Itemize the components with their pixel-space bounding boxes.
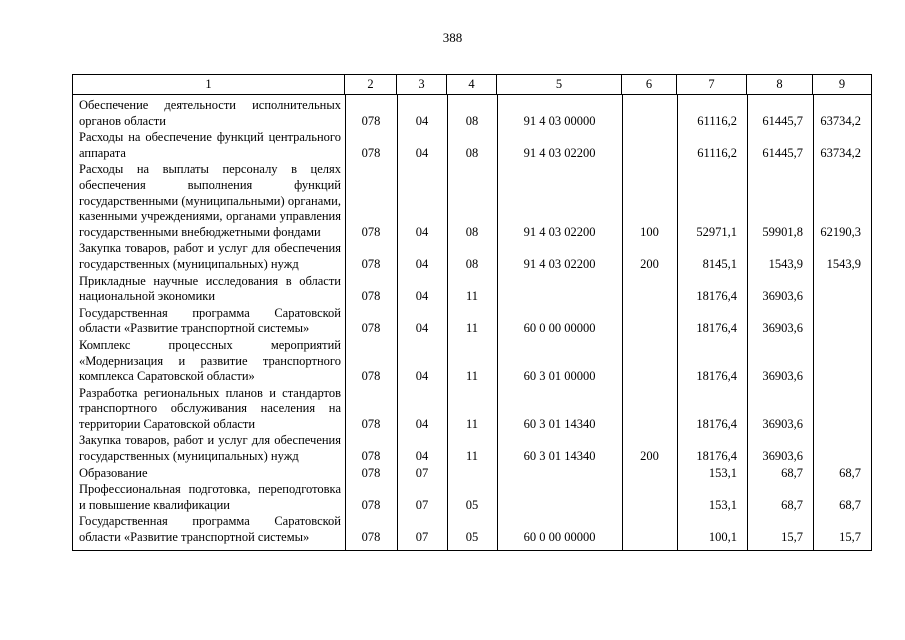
row-subsection: 05 <box>465 497 479 512</box>
budget-table <box>72 74 872 551</box>
table-row <box>73 305 871 337</box>
row-expense-type: 200 <box>640 256 659 271</box>
row-section: 04 <box>415 145 429 160</box>
row-expense-type: 200 <box>640 449 659 464</box>
column-header-2: 2 <box>345 75 397 94</box>
row-expense-type <box>622 431 677 432</box>
row-amount-year1: 18176,4 <box>696 321 737 336</box>
row-amount-year1: 153,1 <box>708 497 737 512</box>
row-amount-year3: 1543,9 <box>826 256 861 271</box>
row-section: 04 <box>415 449 429 464</box>
row-label: Разработка региональных планов и стандартов транспортного обслуживания населения на территории Саратовской области <box>79 385 341 431</box>
row-label: Государственная программа Саратовской области «Развитие транспортной системы» <box>79 514 341 545</box>
row-amount-year2: 61445,7 <box>762 145 803 160</box>
row-chapter: 078 <box>361 224 381 239</box>
row-amount-year3: 68,7 <box>839 497 861 512</box>
row-subsection: 11 <box>465 321 479 336</box>
row-section: 04 <box>415 369 429 384</box>
row-amount-year1: 61116,2 <box>697 113 737 128</box>
row-amount-year1: 18176,4 <box>696 369 737 384</box>
row-expense-type <box>622 480 677 481</box>
row-label: Прикладные научные исследования в области национальной экономики <box>79 273 341 304</box>
row-amount-year3: 68,7 <box>839 465 861 480</box>
row-chapter: 078 <box>361 497 381 512</box>
row-subsection: 11 <box>465 289 479 304</box>
row-amount-year2: 36903,6 <box>762 369 803 384</box>
row-amount-year2: 59901,8 <box>762 224 803 239</box>
row-section: 04 <box>415 224 429 239</box>
row-program-code <box>497 512 622 513</box>
row-program-code: 91 4 03 00000 <box>523 113 596 128</box>
row-amount-year2: 61445,7 <box>762 113 803 128</box>
row-amount-year2: 36903,6 <box>762 449 803 464</box>
row-chapter: 078 <box>361 416 381 431</box>
row-label: Обеспечение деятельности исполнительных органов области <box>79 98 341 128</box>
table-header-row <box>72 74 872 95</box>
row-subsection: 08 <box>465 224 479 239</box>
table-row <box>73 465 871 482</box>
table-row <box>73 97 871 129</box>
row-subsection <box>447 480 497 481</box>
column-header-6: 6 <box>622 75 677 94</box>
row-chapter: 078 <box>361 113 381 128</box>
row-section: 07 <box>415 497 429 512</box>
column-header-8: 8 <box>747 75 813 94</box>
row-section: 04 <box>415 113 429 128</box>
row-amount-year3 <box>813 431 871 432</box>
table-row <box>73 273 871 305</box>
row-section: 04 <box>415 321 429 336</box>
row-amount-year3: 63734,2 <box>820 113 861 128</box>
row-amount-year2: 36903,6 <box>762 416 803 431</box>
column-header-9: 9 <box>838 77 846 91</box>
table-row <box>73 385 871 433</box>
row-label: Профессиональная подготовка, переподготовка и повышение квалификации <box>79 482 341 512</box>
row-subsection: 11 <box>465 449 479 464</box>
row-program-code <box>497 480 622 481</box>
row-program-code: 60 3 01 14340 <box>523 416 596 431</box>
page-number: 388 <box>442 30 463 45</box>
row-section: 04 <box>415 256 429 271</box>
row-chapter: 078 <box>361 369 381 384</box>
table-row <box>73 337 871 385</box>
row-expense-type <box>622 160 677 161</box>
row-section: 07 <box>415 465 429 480</box>
row-subsection: 11 <box>465 416 479 431</box>
table-body <box>72 95 872 551</box>
row-expense-type <box>622 512 677 513</box>
row-program-code: 91 4 03 02200 <box>523 224 596 239</box>
row-subsection: 05 <box>465 530 479 545</box>
row-chapter: 078 <box>361 256 381 271</box>
row-label: Расходы на выплаты персоналу в целях обеспечения выполнения функций государственными (муниципальными) органами, казенными учреждениями, органами управления государственными внебюджетными фондами <box>79 162 341 239</box>
row-program-code: 91 4 03 02200 <box>523 145 596 160</box>
row-expense-type <box>622 304 677 305</box>
row-amount-year3 <box>813 384 871 385</box>
row-amount-year3: 15,7 <box>839 530 861 545</box>
row-section: 04 <box>415 416 429 431</box>
row-amount-year3: 63734,2 <box>820 145 861 160</box>
row-amount-year1: 18176,4 <box>696 449 737 464</box>
column-header-7: 7 <box>677 75 747 94</box>
row-program-code: 60 3 01 00000 <box>523 369 596 384</box>
row-program-code: 91 4 03 02200 <box>523 256 596 271</box>
row-label: Закупка товаров, работ и услуг для обеспечения государственных (муниципальных) нужд <box>79 433 341 464</box>
row-amount-year3: 62190,3 <box>820 224 861 239</box>
row-amount-year3 <box>813 304 871 305</box>
row-label: Образование <box>79 465 148 480</box>
row-program-code: 60 3 01 14340 <box>523 449 596 464</box>
row-label: Комплекс процессных мероприятий «Модернизация и развитие транспортного комплекса Саратовской области» <box>79 337 341 384</box>
table-row <box>73 481 871 513</box>
row-program-code: 60 0 00 00000 <box>523 530 596 545</box>
row-chapter: 078 <box>361 289 381 304</box>
row-subsection: 08 <box>465 256 479 271</box>
row-expense-type <box>622 128 677 129</box>
table-row <box>73 129 871 161</box>
table-row <box>73 240 871 272</box>
column-header-3: 3 <box>397 75 447 94</box>
row-program-code: 60 0 00 00000 <box>523 321 596 336</box>
row-amount-year1: 153,1 <box>708 465 737 480</box>
row-amount-year2: 36903,6 <box>762 321 803 336</box>
row-section: 07 <box>415 530 429 545</box>
row-label: Государственная программа Саратовской области «Развитие транспортной системы» <box>79 305 341 336</box>
row-subsection: 08 <box>465 145 479 160</box>
row-chapter: 078 <box>361 530 381 545</box>
row-subsection: 11 <box>465 369 479 384</box>
table-row <box>73 161 871 240</box>
row-amount-year2: 68,7 <box>781 497 803 512</box>
row-subsection: 08 <box>465 113 479 128</box>
row-amount-year1: 100,1 <box>708 530 737 545</box>
row-chapter: 078 <box>361 145 381 160</box>
row-amount-year2: 68,7 <box>781 465 803 480</box>
row-amount-year2: 15,7 <box>781 530 803 545</box>
row-label: Расходы на обеспечение функций центрального аппарата <box>79 130 341 160</box>
column-header-1: 1 <box>73 75 345 94</box>
table-row <box>73 513 871 545</box>
row-label: Закупка товаров, работ и услуг для обеспечения государственных (муниципальных) нужд <box>79 241 341 271</box>
row-expense-type: 100 <box>640 224 659 239</box>
row-program-code <box>497 304 622 305</box>
row-expense-type <box>622 545 677 546</box>
row-expense-type <box>622 384 677 385</box>
row-chapter: 078 <box>361 465 381 480</box>
row-amount-year3 <box>813 336 871 337</box>
row-amount-year1: 18176,4 <box>696 416 737 431</box>
row-chapter: 078 <box>361 321 381 336</box>
row-expense-type <box>622 336 677 337</box>
row-amount-year1: 18176,4 <box>696 289 737 304</box>
row-section: 04 <box>415 289 429 304</box>
row-amount-year1: 61116,2 <box>697 145 737 160</box>
row-amount-year1: 8145,1 <box>702 256 737 271</box>
row-chapter: 078 <box>361 449 381 464</box>
row-amount-year1: 52971,1 <box>696 224 737 239</box>
row-amount-year2: 36903,6 <box>762 289 803 304</box>
column-header-5: 5 <box>497 75 622 94</box>
table-row <box>73 432 871 464</box>
column-header-4: 4 <box>447 75 497 94</box>
row-amount-year2: 1543,9 <box>768 256 803 271</box>
